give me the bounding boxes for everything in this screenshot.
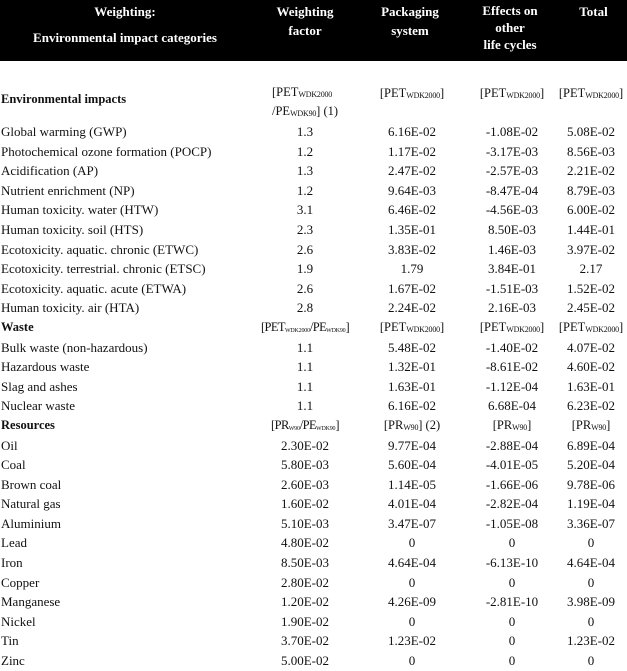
packaging-cell: 5.48E-02 bbox=[387, 339, 437, 355]
packaging-cell: 4.26E-09 bbox=[387, 594, 437, 610]
packaging-cell: 5.60E-04 bbox=[387, 457, 437, 473]
total-cell: 3.97E-02 bbox=[566, 241, 616, 257]
effects-cell: 8.50E-03 bbox=[487, 221, 537, 237]
unit-sub: W90 bbox=[403, 422, 419, 432]
category-cell: Copper bbox=[1, 574, 40, 590]
unit-main: [PET bbox=[558, 86, 586, 100]
unit-tail: ] bbox=[539, 319, 545, 334]
category-cell: Manganese bbox=[1, 594, 61, 610]
total-cell: 6.23E-02 bbox=[566, 398, 616, 414]
total-cell: 1.52E-02 bbox=[566, 280, 616, 296]
weighting-factor-cell: 1.3 bbox=[296, 124, 314, 139]
effects-cell: 1.46E-03 bbox=[487, 241, 537, 257]
category-cell: Coal bbox=[1, 457, 26, 473]
unit-total bbox=[555, 416, 627, 437]
category-cell: Brown coal bbox=[1, 476, 62, 492]
packaging-cell: 0 bbox=[408, 653, 416, 669]
total-cell: 0 bbox=[587, 574, 595, 590]
unit-sub: WDK2000 bbox=[284, 327, 310, 334]
header-weighting-factor bbox=[250, 2, 360, 40]
table-row bbox=[0, 142, 627, 162]
unit-sub: WDK2000 bbox=[585, 324, 619, 334]
unit-sub: WDK2000 bbox=[585, 91, 619, 100]
table-row bbox=[0, 592, 627, 612]
effects-cell: -1.12E-04 bbox=[485, 378, 539, 394]
weighting-factor-cell: 1.3 bbox=[296, 163, 314, 179]
weighting-factor-cell: 1.20E-02 bbox=[280, 594, 330, 610]
table-row bbox=[0, 494, 627, 514]
effects-cell: -2.82E-04 bbox=[485, 496, 539, 512]
packaging-cell: 6.16E-02 bbox=[387, 398, 437, 414]
total-cell: 2.17 bbox=[579, 261, 603, 277]
category-cell: Iron bbox=[1, 555, 23, 571]
header-wf-line1: Weighting bbox=[276, 4, 334, 19]
table-row bbox=[0, 200, 627, 220]
packaging-cell: 0 bbox=[408, 574, 416, 590]
weighting-factor-cell: 5.80E-03 bbox=[280, 457, 330, 473]
packaging-cell: 1.14E-05 bbox=[387, 476, 437, 492]
unit-sub: WDK2000 bbox=[506, 91, 540, 100]
weighting-factor-cell: 2.30E-02 bbox=[280, 437, 330, 453]
packaging-cell: 1.67E-02 bbox=[387, 280, 437, 296]
effects-cell: -1.05E-08 bbox=[485, 515, 539, 531]
unit-main: [PET bbox=[260, 319, 285, 334]
category-cell: Zinc bbox=[1, 653, 25, 669]
waste-rows bbox=[0, 338, 627, 416]
table-row bbox=[0, 240, 627, 260]
weighting-factor-cell: 2.80E-02 bbox=[280, 574, 330, 590]
packaging-cell: 6.46E-02 bbox=[387, 202, 437, 218]
total-cell: 4.60E-02 bbox=[566, 359, 616, 375]
header-effects bbox=[460, 2, 560, 53]
effects-cell: 6.68E-04 bbox=[487, 398, 537, 414]
total-cell: 8.56E-03 bbox=[566, 143, 616, 159]
weighting-factor-cell: 8.50E-03 bbox=[280, 555, 330, 571]
total-cell: 4.64E-04 bbox=[566, 555, 616, 571]
category-cell: Nuclear waste bbox=[1, 398, 75, 414]
unit-effects bbox=[462, 318, 562, 339]
packaging-cell: 3.47E-07 bbox=[387, 515, 437, 531]
table-row bbox=[0, 338, 627, 358]
table-row bbox=[0, 533, 627, 553]
total-cell: 0 bbox=[587, 613, 595, 629]
category-cell: Tin bbox=[1, 633, 19, 649]
header-category-line1: Weighting: bbox=[94, 4, 156, 19]
packaging-cell: 0 bbox=[408, 613, 416, 629]
unit-sub: WDK2000 bbox=[506, 324, 540, 334]
unit-packaging bbox=[362, 318, 462, 339]
weighting-factor-cell: 1.1 bbox=[296, 359, 314, 375]
unit-tail: ] bbox=[539, 86, 545, 100]
unit-tail: ] bbox=[439, 319, 445, 334]
unit-main: [PET bbox=[558, 319, 586, 334]
unit-total bbox=[555, 84, 627, 105]
unit-main: /PE bbox=[272, 104, 291, 118]
header-packaging bbox=[360, 2, 460, 40]
effects-cell: -2.88E-04 bbox=[485, 437, 539, 453]
unit-sub: WDK90 bbox=[290, 109, 317, 118]
total-cell: 5.20E-04 bbox=[566, 457, 616, 473]
total-cell: 3.36E-07 bbox=[566, 515, 616, 531]
table-row bbox=[0, 259, 627, 279]
weighting-factor-cell: 3.70E-02 bbox=[280, 633, 330, 649]
packaging-cell: 1.32E-01 bbox=[387, 359, 437, 375]
section-title: Environmental impacts bbox=[1, 92, 127, 106]
packaging-cell: 9.77E-04 bbox=[387, 437, 437, 453]
weighting-factor-cell: 1.2 bbox=[296, 143, 314, 159]
packaging-cell: 6.16E-02 bbox=[387, 124, 437, 139]
total-cell: 1.63E-01 bbox=[566, 378, 616, 394]
table-row bbox=[0, 436, 627, 456]
category-cell: Oil bbox=[1, 437, 18, 453]
category-cell: Aluminium bbox=[1, 515, 61, 531]
section-title: Waste bbox=[1, 319, 34, 334]
effects-cell: -2.57E-03 bbox=[485, 163, 539, 179]
category-cell: Slag and ashes bbox=[1, 378, 78, 394]
weighting-table bbox=[0, 84, 627, 671]
header-total-line1: Total bbox=[579, 4, 608, 19]
table-header bbox=[0, 0, 627, 61]
total-cell: 6.00E-02 bbox=[566, 202, 616, 218]
unit-main: [PET bbox=[272, 85, 299, 99]
unit-main: [PR bbox=[492, 417, 513, 432]
section-environmental-impacts bbox=[0, 84, 627, 122]
table-row bbox=[0, 514, 627, 534]
packaging-cell: 3.83E-02 bbox=[387, 241, 437, 257]
resources-rows bbox=[0, 436, 627, 671]
section-title: Resources bbox=[1, 417, 55, 432]
unit-total bbox=[555, 318, 627, 339]
total-cell: 1.23E-02 bbox=[566, 633, 616, 649]
header-pk-line2: system bbox=[391, 23, 429, 38]
weighting-factor-cell: 1.9 bbox=[296, 261, 314, 277]
header-wf-line2: factor bbox=[288, 23, 322, 38]
unit-effects bbox=[462, 416, 562, 437]
effects-cell: 0 bbox=[508, 653, 516, 669]
unit-main: /PE bbox=[299, 417, 317, 432]
table-row bbox=[0, 161, 627, 181]
category-cell: Bulk waste (non-hazardous) bbox=[1, 339, 148, 355]
unit-main: [PR bbox=[271, 417, 289, 432]
table-row bbox=[0, 181, 627, 201]
header-category bbox=[0, 2, 250, 47]
weighting-factor-cell: 2.6 bbox=[296, 241, 314, 257]
weighting-factor-cell: 1.90E-02 bbox=[280, 613, 330, 629]
effects-cell: 0 bbox=[508, 535, 516, 551]
table-row bbox=[0, 612, 627, 632]
table-row bbox=[0, 573, 627, 593]
weighting-factor-cell: 1.2 bbox=[296, 182, 314, 198]
total-cell: 3.98E-09 bbox=[566, 594, 616, 610]
weighting-factor-cell: 1.1 bbox=[296, 378, 314, 394]
unit-main: /PE bbox=[309, 319, 327, 334]
weighting-factor-cell: 2.8 bbox=[296, 300, 314, 316]
category-cell: Lead bbox=[1, 535, 27, 551]
packaging-cell: 1.35E-01 bbox=[387, 221, 437, 237]
table-row bbox=[0, 122, 627, 142]
unit-main: [PR bbox=[383, 417, 404, 432]
category-cell: Human toxicity. water (HTW) bbox=[1, 202, 159, 218]
unit-packaging bbox=[362, 84, 462, 105]
table-row bbox=[0, 279, 627, 299]
unit-tail: ] bbox=[335, 417, 339, 432]
table-row bbox=[0, 455, 627, 475]
unit-tail: ] bbox=[345, 319, 350, 334]
section-waste bbox=[0, 318, 627, 338]
unit-main: [PET bbox=[479, 319, 507, 334]
total-cell: 0 bbox=[587, 653, 595, 669]
table-row bbox=[0, 553, 627, 573]
effects-cell: -4.56E-03 bbox=[485, 202, 539, 218]
header-ef-line1: Effects on bbox=[482, 3, 538, 18]
table-row bbox=[0, 377, 627, 397]
effects-cell: -4.01E-05 bbox=[485, 457, 539, 473]
weighting-factor-cell: 4.80E-02 bbox=[280, 535, 330, 551]
packaging-cell: 2.24E-02 bbox=[387, 300, 437, 316]
table-row bbox=[0, 357, 627, 377]
total-cell: 2.45E-02 bbox=[566, 300, 616, 316]
table-row bbox=[0, 396, 627, 416]
unit-main: [PET bbox=[379, 319, 407, 334]
header-category-line2: Environmental impact categories bbox=[33, 30, 217, 45]
unit-sub: W90 bbox=[288, 425, 300, 432]
weighting-factor-cell: 2.3 bbox=[296, 221, 314, 237]
total-cell: 8.79E-03 bbox=[566, 182, 616, 198]
unit-effects bbox=[462, 84, 562, 105]
unit-main: [PET bbox=[379, 86, 407, 100]
unit-tail: ] bbox=[527, 417, 532, 432]
header-pk-line1: Packaging bbox=[381, 4, 439, 19]
total-cell: 1.19E-04 bbox=[566, 496, 616, 512]
weighting-factor-cell: 5.10E-03 bbox=[280, 515, 330, 531]
weighting-factor-cell: 2.60E-03 bbox=[280, 476, 330, 492]
total-cell: 6.89E-04 bbox=[566, 437, 616, 453]
effects-cell: 0 bbox=[508, 633, 516, 649]
unit-tail: ] (1) bbox=[316, 104, 339, 118]
category-cell: Ecotoxicity. aquatic. acute (ETWA) bbox=[1, 280, 187, 296]
effects-cell: -1.40E-02 bbox=[485, 339, 539, 355]
table-row bbox=[0, 475, 627, 495]
unit-tail: ] bbox=[439, 86, 445, 100]
packaging-cell: 9.64E-03 bbox=[387, 182, 437, 198]
packaging-cell: 1.17E-02 bbox=[387, 143, 437, 159]
effects-cell: 2.16E-03 bbox=[487, 300, 537, 316]
unit-sub: W90 bbox=[591, 422, 607, 432]
weighting-factor-cell: 1.60E-02 bbox=[280, 496, 330, 512]
packaging-cell: 2.47E-02 bbox=[387, 163, 437, 179]
unit-main: [PR bbox=[571, 417, 592, 432]
unit-main: [PET bbox=[479, 86, 507, 100]
unit-sub: WDK90 bbox=[316, 425, 336, 432]
weighting-factor-cell: 5.00E-02 bbox=[280, 653, 330, 669]
packaging-cell: 1.79 bbox=[400, 261, 424, 277]
category-cell: Ecotoxicity. terrestrial. chronic (ETSC) bbox=[1, 261, 206, 277]
category-cell: Nutrient enrichment (NP) bbox=[1, 182, 135, 198]
header-ef-line2: other bbox=[495, 20, 525, 35]
table-row bbox=[0, 298, 627, 318]
effects-cell: -1.51E-03 bbox=[485, 280, 539, 296]
total-cell: 1.44E-01 bbox=[566, 221, 616, 237]
table-row bbox=[0, 651, 627, 671]
weighting-factor-cell: 1.1 bbox=[296, 398, 314, 414]
unit-sub: W90 bbox=[512, 422, 528, 432]
effects-cell: -1.08E-02 bbox=[485, 124, 539, 139]
effects-cell: 3.84E-01 bbox=[487, 261, 537, 277]
total-cell: 0 bbox=[587, 535, 595, 551]
effects-cell: -2.81E-10 bbox=[485, 594, 539, 610]
category-cell: Human toxicity. air (HTA) bbox=[1, 300, 140, 316]
packaging-cell: 4.01E-04 bbox=[387, 496, 437, 512]
category-cell: Natural gas bbox=[1, 496, 61, 512]
effects-cell: -8.47E-04 bbox=[485, 182, 539, 198]
total-cell: 2.21E-02 bbox=[566, 163, 616, 179]
weighting-factor-cell: 2.6 bbox=[296, 280, 314, 296]
unit-sub: WDK2000 bbox=[406, 91, 440, 100]
effects-cell: -8.61E-02 bbox=[485, 359, 539, 375]
packaging-cell: 0 bbox=[408, 535, 416, 551]
effects-cell: -3.17E-03 bbox=[485, 143, 539, 159]
unit-packaging bbox=[362, 416, 462, 437]
table-row bbox=[0, 631, 627, 651]
total-cell: 9.78E-06 bbox=[566, 476, 616, 492]
total-cell: 5.08E-02 bbox=[566, 124, 616, 139]
category-cell: Ecotoxicity. aquatic. chronic (ETWC) bbox=[1, 241, 199, 257]
category-cell: Acidification (AP) bbox=[1, 163, 99, 179]
unit-tail: ] bbox=[606, 417, 611, 432]
effects-cell: 0 bbox=[508, 574, 516, 590]
header-ef-line3: life cycles bbox=[483, 37, 537, 52]
category-cell: Human toxicity. soil (HTS) bbox=[1, 221, 144, 237]
environmental-rows bbox=[0, 122, 627, 318]
unit-tail: ] (2) bbox=[418, 417, 441, 432]
section-resources bbox=[0, 416, 627, 436]
category-cell: Hazardous waste bbox=[1, 359, 90, 375]
effects-cell: 0 bbox=[508, 613, 516, 629]
unit-tail: ] bbox=[618, 86, 624, 100]
category-cell: Photochemical ozone formation (POCP) bbox=[1, 143, 212, 159]
category-cell: Nickel bbox=[1, 613, 36, 629]
unit-tail: ] bbox=[618, 319, 624, 334]
weighting-factor-cell: 3.1 bbox=[296, 202, 314, 218]
category-cell: Global warming (GWP) bbox=[1, 124, 127, 139]
header-total bbox=[560, 2, 627, 21]
total-cell: 4.07E-02 bbox=[566, 339, 616, 355]
table-row bbox=[0, 220, 627, 240]
weighting-factor-cell: 1.1 bbox=[296, 339, 314, 355]
effects-cell: -1.66E-06 bbox=[485, 476, 539, 492]
unit-sub: WDK90 bbox=[326, 327, 346, 334]
unit-sub: WDK2000 bbox=[298, 90, 333, 99]
effects-cell: -6.13E-10 bbox=[485, 555, 539, 571]
packaging-cell: 4.64E-04 bbox=[387, 555, 437, 571]
packaging-cell: 1.63E-01 bbox=[387, 378, 437, 394]
unit-sub: WDK2000 bbox=[406, 324, 440, 334]
packaging-cell: 1.23E-02 bbox=[387, 633, 437, 649]
